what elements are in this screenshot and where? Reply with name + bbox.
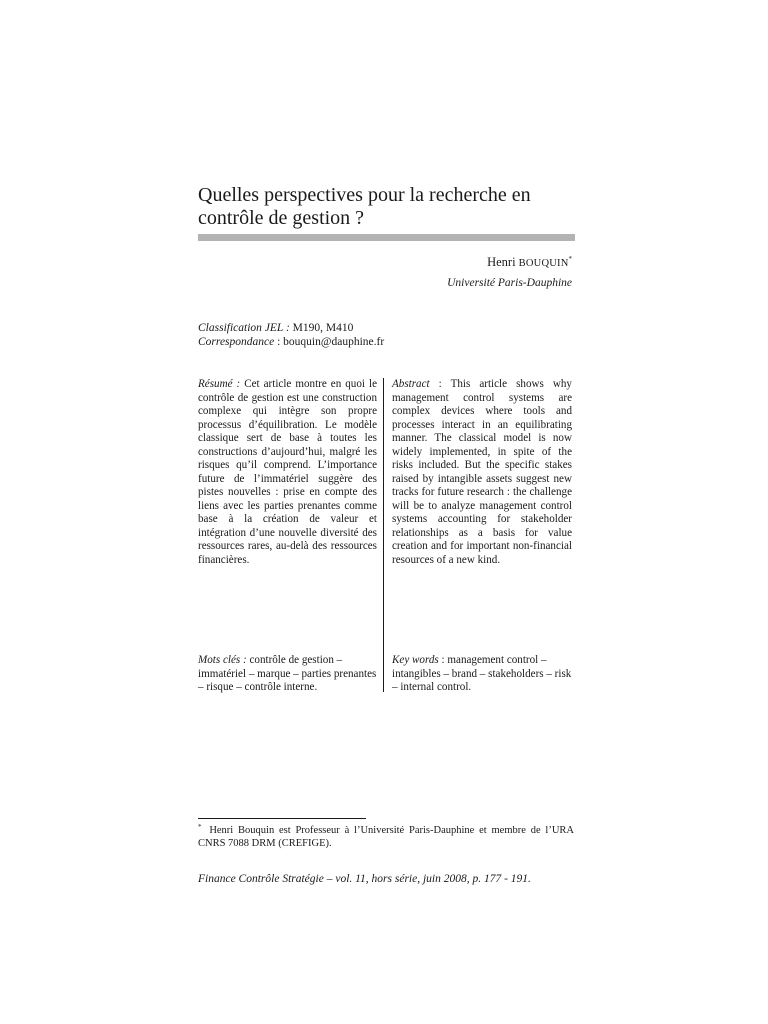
resume-label: Résumé : bbox=[198, 378, 241, 390]
abstract-paragraph bbox=[392, 378, 572, 567]
resume-paragraph bbox=[198, 378, 377, 567]
jel-label: Classification JEL : bbox=[198, 322, 290, 334]
mots-cles-block bbox=[198, 654, 377, 695]
mots-cles-text: contrôle de gestion – immatériel – marque – parties prenantes – risque – contrôle interne. bbox=[198, 654, 377, 693]
key-words-label: Key words bbox=[392, 654, 439, 666]
title-underline-bar bbox=[198, 234, 575, 241]
author-affiliation: Université Paris-Dauphine bbox=[447, 277, 572, 289]
footnote-separator bbox=[198, 818, 366, 819]
article-meta bbox=[198, 322, 384, 349]
correspondence-email: : bouquin@dauphine.fr bbox=[277, 335, 385, 348]
key-words-paragraph bbox=[392, 654, 572, 695]
resume-text: Cet article montre en quoi le contrôle de gestion est une construction complexe qui intègre son propre processus d’équilibration. Le modèle classique sert de base à toutes les constructions d’aujourd’hui, malgré les risques qu’il comprend. L’importance future de l’immatériel suggère des pistes nouvelles : prise en compte des liens avec les parties prenantes comme base à la création de valeur et intégration d’une nouvelle diversité des ressources rares, au-delà des ressources financières. bbox=[198, 378, 377, 566]
footnote-text: Henri Bouquin est Professeur à l’Université Paris-Dauphine et membre de l’URA CNRS 7088 DRM (CREFIGE). bbox=[198, 825, 575, 849]
footnote-paragraph bbox=[198, 822, 575, 850]
author-footnote-marker: * bbox=[568, 254, 572, 263]
mots-cles-paragraph bbox=[198, 654, 377, 695]
correspondence bbox=[198, 336, 384, 350]
author-footnote bbox=[198, 822, 575, 850]
footnote-marker: * bbox=[198, 822, 202, 831]
resume-column bbox=[198, 378, 377, 567]
author-line bbox=[487, 255, 572, 270]
author-last-name: BOUQUIN bbox=[518, 258, 569, 269]
abstract-label: Abstract bbox=[392, 378, 430, 390]
abstract-text: : This article shows why management control systems are complex devices where tools and processes interact in an equilibrating manner. The classical model is now widely implemented, in spite of the risks included. But the specific stakes raised by intangible assets suggest new tracks for future research : the challenge will be to analyze management control systems accounting for stakeholder relationships as a basis for value creation and for important non-financial resources of a new kind. bbox=[392, 378, 572, 566]
key-words-block bbox=[392, 654, 572, 695]
column-divider bbox=[383, 378, 384, 692]
jel-classification bbox=[198, 322, 384, 336]
key-words-text: : management control – intangibles – brand – stakeholders – risk – internal control. bbox=[392, 654, 572, 693]
abstract-column bbox=[392, 378, 572, 567]
mots-cles-label: Mots clés : bbox=[198, 654, 247, 666]
article-title: Quelles perspectives pour la recherche en contrôle de gestion ? bbox=[198, 184, 531, 229]
correspondence-label: Correspondance bbox=[198, 335, 275, 348]
jel-value: M190, M410 bbox=[292, 322, 354, 334]
author-first-name: Henri bbox=[487, 255, 516, 269]
journal-citation: Finance Contrôle Stratégie – vol. 11, hors série, juin 2008, p. 177 - 191. bbox=[198, 873, 531, 885]
